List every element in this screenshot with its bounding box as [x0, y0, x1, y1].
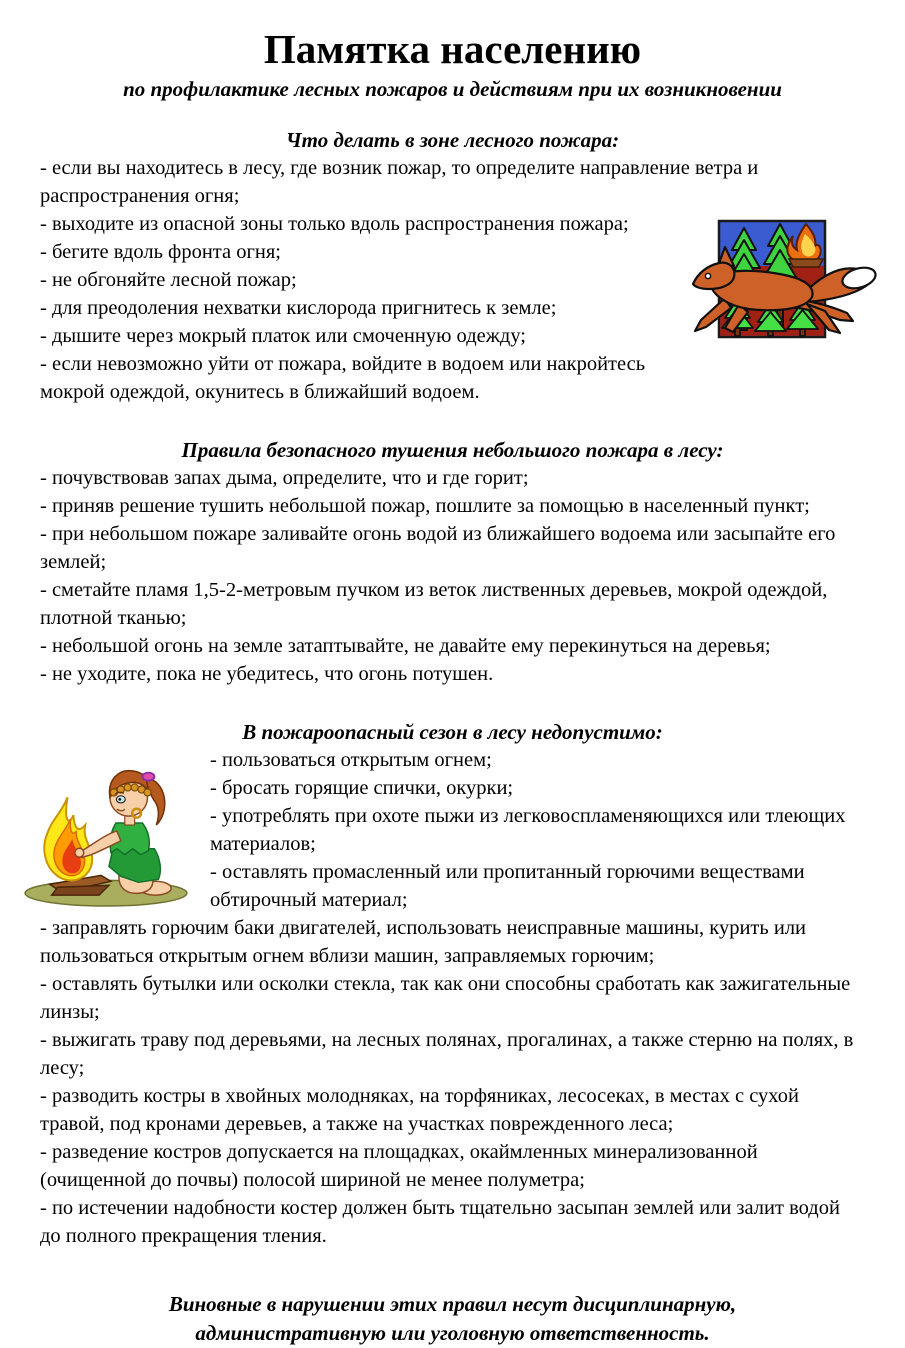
- bullet-item: - заправлять горючим баки двигателей, использовать неисправные машины, курить или пользоваться открытым огнем вблизи машин, заправляемых горючим;: [40, 917, 807, 968]
- bullet-item: - при небольшом пожаре заливайте огонь водой из ближайшего водоема или засыпайте его землей;: [40, 523, 836, 574]
- section-extinguish-heading: Правила безопасного тушения небольшого пожара в лесу:: [181, 438, 724, 463]
- bullet-item: - сметайте пламя 1,5-2-метровым пучком из веток лиственных деревьев, мокрой одеждой, плотной тканью;: [40, 579, 828, 630]
- fox-running-icon: [691, 216, 887, 362]
- bullet-item: - пользоваться открытым огнем;: [210, 749, 492, 772]
- bullet-item: - не уходите, пока не убедитесь, что огонь потушен.: [40, 663, 494, 686]
- bullet-item: - оставлять промасленный или пропитанный горючими веществами обтирочный материал;: [210, 861, 805, 912]
- bullet-item: - почувствовав запах дыма, определите, что и где горит;: [40, 467, 529, 490]
- bullet-item: - по истечении надобности костер должен быть тщательно засыпан землей или залит водой до полного прекращения тления.: [40, 1197, 840, 1248]
- bullet-item: - разведение костров допускается на площадках, окаймленных минерализованной (очищенной до почвы) полосой шириной не менее полуметра;: [40, 1141, 758, 1192]
- bullet-item: - дышите через мокрый платок или смоченную одежду;: [40, 325, 527, 348]
- bullet-item: - если невозможно уйти от пожара, войдите в водоем или накройтесь мокрой одеждой, окунитесь в ближайший водоем.: [40, 353, 646, 404]
- section-zone-bullets: [40, 154, 865, 406]
- bullet-item: - не обгоняйте лесной пожар;: [40, 269, 297, 292]
- bullet-item: - небольшой огонь на земле затаптывайте, не давайте ему перекинуться на деревья;: [40, 635, 771, 658]
- section-forbidden-heading: В пожароопасный сезон в лесу недопустимо:: [242, 720, 663, 745]
- section-zone-heading: Что делать в зоне лесного пожара:: [285, 128, 620, 153]
- bullet-item: - оставлять бутылки или осколки стекла, так как они способны сработать как зажигательные линзы;: [40, 973, 851, 1024]
- campfire-girl-icon: [22, 748, 190, 906]
- bullet-item: - выходите из опасной зоны только вдоль распространения пожара;: [40, 213, 629, 236]
- section-zone: [40, 126, 865, 406]
- page-title: Памятка населению: [263, 26, 642, 72]
- campfire-girl-illustration: [22, 748, 190, 906]
- bullet-item: - для преодоления нехватки кислорода пригнитесь к земле;: [40, 297, 557, 320]
- bullet-item: - бегите вдоль фронта огня;: [40, 241, 281, 264]
- section-forbidden-bullets: [40, 746, 865, 1250]
- section-forbidden: [40, 718, 865, 1250]
- bullet-item: - выжигать траву под деревьями, на лесных полянах, прогалинах, а также стерню на полях, в лесу;: [40, 1029, 854, 1080]
- bullet-item: - бросать горящие спички, окурки;: [210, 777, 514, 800]
- bullet-item: - употреблять при охоте пыжи из легковоспламеняющихся или тлеющих материалов;: [210, 805, 846, 856]
- bullet-item: - приняв решение тушить небольшой пожар, пошлите за помощью в населенный пункт;: [40, 495, 810, 518]
- bullet-item: - разводить костры в хвойных молодняках, на торфяниках, лесосеках, в местах с сухой травой, под кронами деревьев, а также на участках поврежденного леса;: [40, 1085, 799, 1136]
- page-subtitle: по профилактике лесных пожаров и действиям при их возникновении: [123, 77, 782, 102]
- fox-forest-fire-illustration: [691, 216, 887, 362]
- section-extinguish: [40, 436, 865, 688]
- section-extinguish-bullets: [40, 464, 865, 688]
- bullet-item: - если вы находитесь в лесу, где возник пожар, то определите направление ветра и распространения огня;: [40, 157, 759, 208]
- liability-notice: Виновные в нарушении этих правил несут дисциплинарную, административную или уголовную ответственность.: [168, 1292, 737, 1346]
